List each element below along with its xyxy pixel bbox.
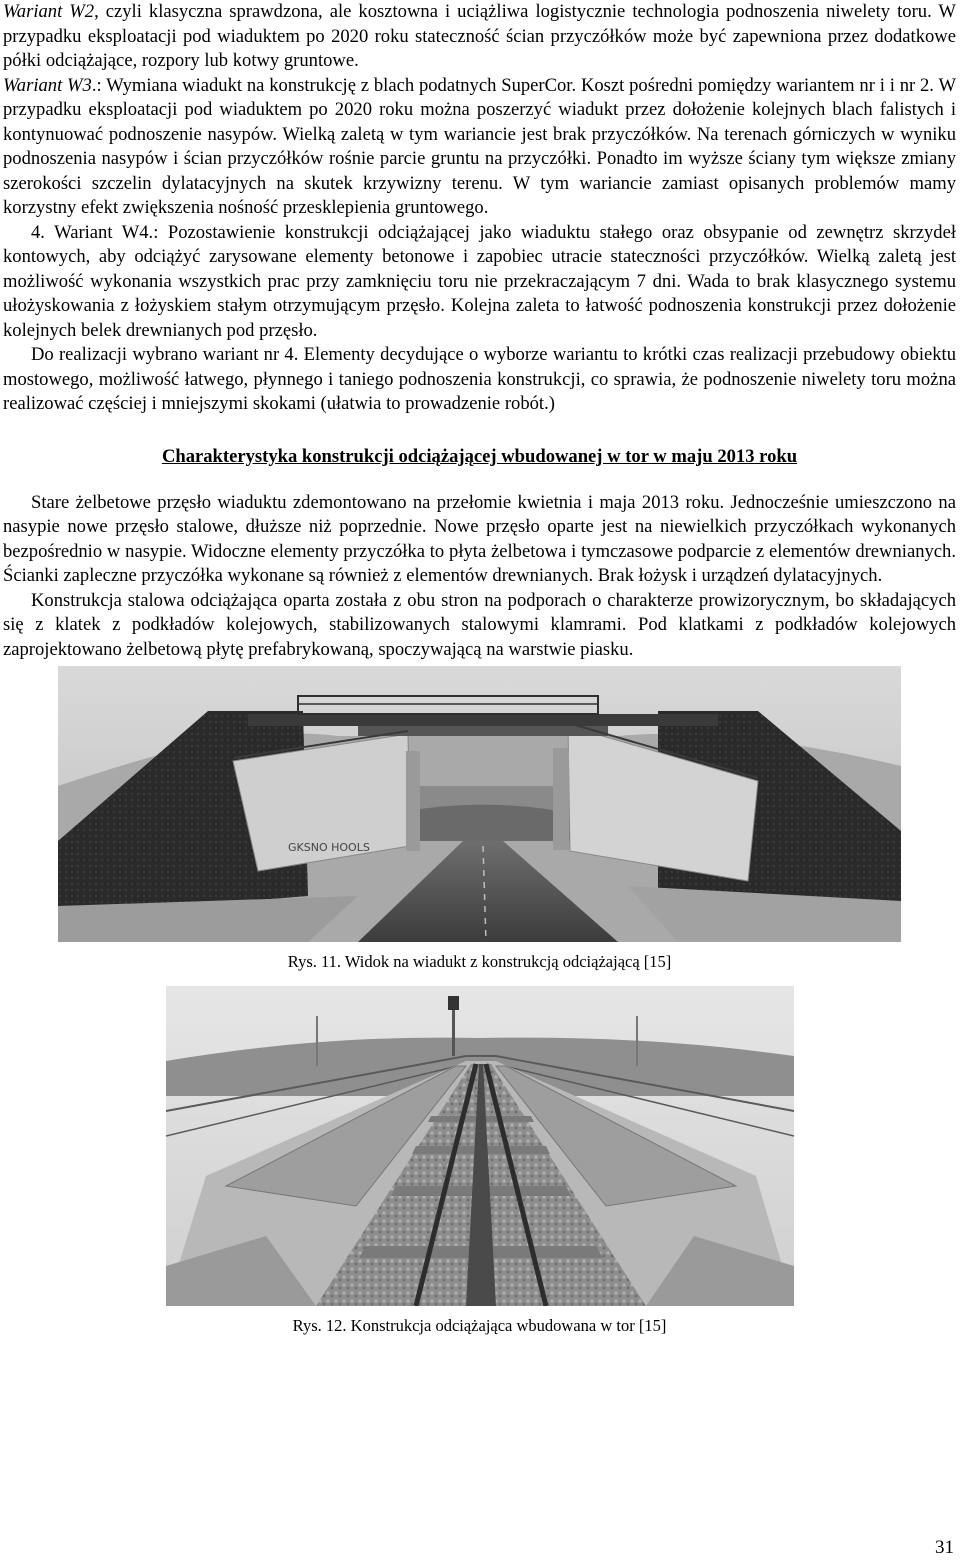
paragraph-text: , czyli klasyczna sprawdzona, ale kosztowna i uciążliwa logistycznie technologia podnoszenia niwelety toru. W przypadku eksploatacji pod wiaduktem po 2020 roku stateczność ścian przyczółków może być zapewniona przez dodatkowe półki odciążające, rozpory lub kotwy gruntowe. [3, 1, 956, 71]
paragraph-wariant-w2 [3, 0, 956, 74]
figure-11 [3, 666, 956, 942]
track-photo [166, 986, 794, 1306]
paragraph-old-span: Stare żelbetowe przęsło wiaduktu zdemontowano na przełomie kwietnia i maja 2013 roku. Jednocześnie umieszczono na nasypie nowe przęsło stalowe, dłuższe niż poprzednie. Nowe przęsło oparte jest na niewielkich przyczółkach wykonanych bezpośrednio w nasypie. Widoczne elementy przyczółka to płyta żelbetowa i tymczasowe podparcie z elementów drewnianych. Ścianki zapleczne przyczółka wykonane są również z elementów drewnianych. Brak łożysk i urządzeń dylatacyjnych. [3, 491, 956, 586]
figure-12-caption: Rys. 12. Konstrukcja odciążająca wbudowana w tor [15] [292, 1316, 667, 1335]
document-page [3, 0, 956, 1336]
paragraph-decision: Do realizacji wybrano wariant nr 4. Elementy decydujące o wyborze wariantu to krótki czas realizacji przebudowy obiektu mostowego, możliwość łatwego, płynnego i taniego podnoszenia konstrukcji, co sprawia, że podnoszenie niwelety toru można realizować częściej i mniejszymi skokami (ułatwia to prowadzenie robót.) [3, 344, 956, 414]
paragraph-wariant-w4: 4. Wariant W4.: Pozostawienie konstrukcji odciążającej jako wiaduktu stałego oraz obsypanie od zewnętrz skrzydeł kontowych, aby odciążyć zarysowane elementy betonowe i zapobiec utracie stateczności przyczółków. Wielką zaletą jest możliwość wykonania wszystkich prac przy zamknięciu toru nie przekraczającym 7 dni. Wada to brak klasycznego systemu ułożyskowania z łożyskiem stałym otrzymującym przęsło. Kolejna zaleta to łatwość podnoszenia konstrukcji przez dołożenie kolejnych belek drewnianych pod przęsło. [3, 221, 956, 341]
variant-label: Wariant W2 [3, 1, 95, 22]
page-number: 31 [935, 1537, 954, 1558]
paragraph-text: .: Wymiana wiadukt na konstrukcję z blach podatnych SuperCor. Koszt pośredni pomiędzy wariantem nr i i nr 2. W przypadku eksploatacji pod wiaduktem po 2020 roku można poszerzyć wiadukt przez dołożenie kolejnych blach falistych i kontynuować podnoszenie nasypów. Wielką zaletą w tym wariancie jest brak przyczółków. Na terenach górniczych w wyniku podnoszenia nasypów i ścian przyczółków rośnie parcie gruntu na przyczółki. Ponadto im wyższe ściany tym większe zmiany szerokości szczelin dylatacyjnych na skutek krzywizny terenu. W tym wariancie zamiast opisanych problemów mamy korzystny efekt zwiększenia nośność przesklepienia gruntowego. [3, 74, 956, 218]
section-heading: Charakterystyka konstrukcji odciążającej wbudowanej w tor w maju 2013 roku [161, 445, 798, 467]
paragraph-steel-structure: Konstrukcja stalowa odciążająca oparta została z obu stron na podporach o charakterze prowizorycznym, bo składających się z klatek z podkładów kolejowych, stabilizowanych stalowymi klamrami. Pod klatkami z podkładów kolejowych zaprojektowano żelbetową płytę prefabrykowaną, spoczywającą na warstwie piasku. [3, 589, 956, 660]
viaduct-photo [58, 666, 901, 942]
figure-12 [3, 986, 956, 1306]
variant-label: Wariant W3 [3, 74, 92, 96]
graffiti-text: GKSNO HOOLS [288, 841, 370, 854]
paragraph-wariant-w3 [3, 74, 956, 221]
figure-11-caption: Rys. 11. Widok na wiadukt z konstrukcją odciążającą [15] [287, 952, 672, 971]
